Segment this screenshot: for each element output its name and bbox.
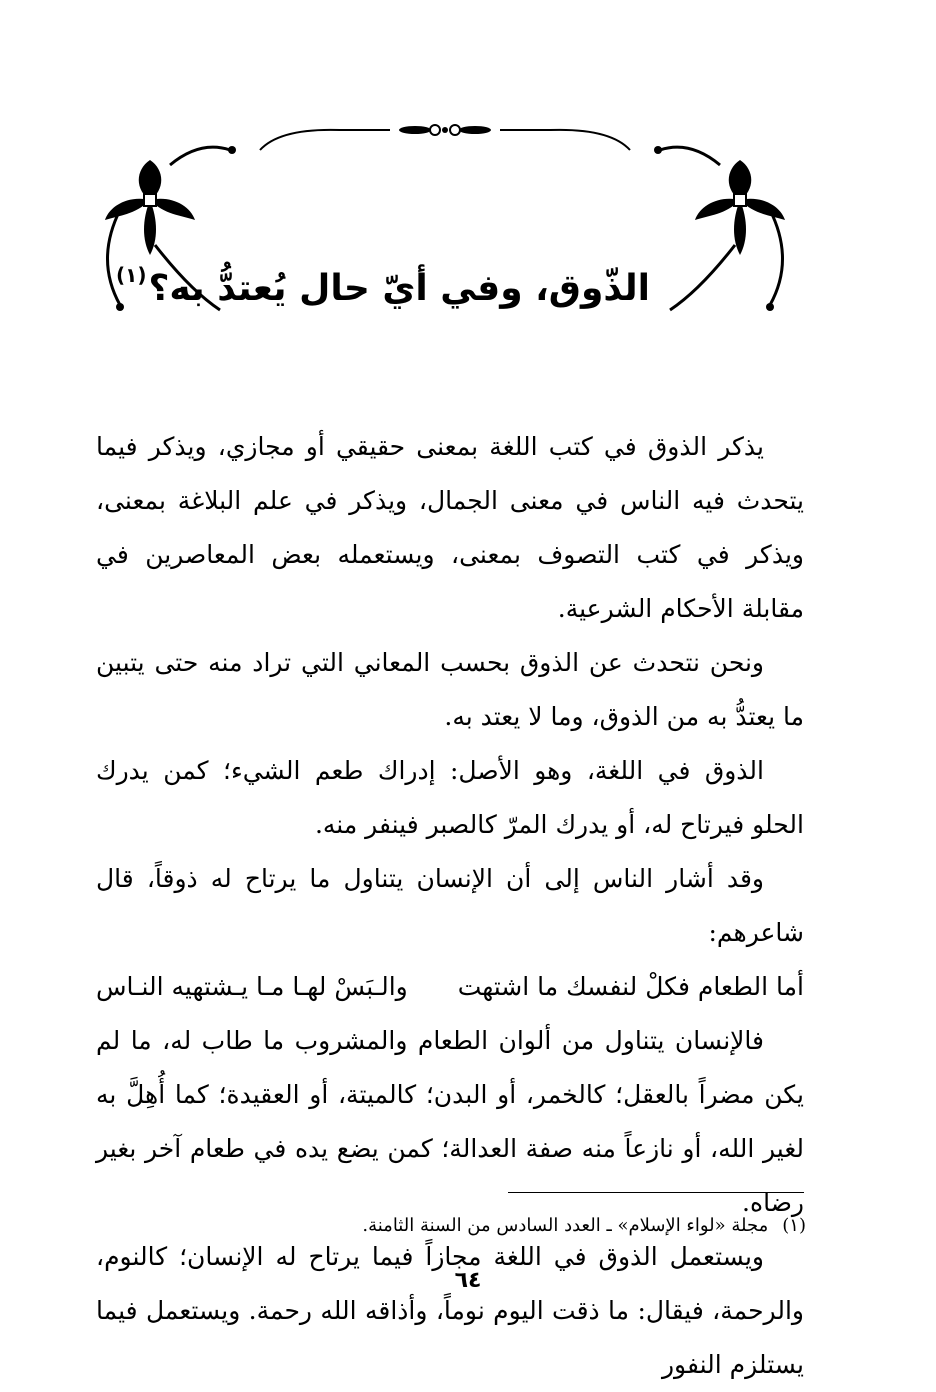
footnote-text: مجلة «لواء الإسلام» ـ العدد السادس من السنة الثامنة. bbox=[362, 1215, 769, 1236]
footnote bbox=[362, 1208, 806, 1244]
paragraph: وقد أشار الناس إلى أن الإنسان يتناول ما يرتاح له ذوقاً، قال شاعرهم: bbox=[96, 864, 804, 947]
page-title bbox=[115, 245, 650, 309]
verse-second-hemistich: والـبَسْ لهـا مـا يـشتهيه النـاس bbox=[96, 972, 408, 1001]
paragraph: يذكر الذوق في كتب اللغة بمعنى حقيقي أو مجازي، ويذكر فيما يتحدث فيه الناس في معنى الجمال، ويذكر في علم البلاغة بمعنى، ويذكر في كتب التصوف بمعنى، ويستعمله بعض المعاصرين في مقابلة الأحكام الشرعية. bbox=[96, 432, 804, 623]
footnote-number: (١) bbox=[782, 1215, 806, 1236]
paragraph: فالإنسان يتناول من ألوان الطعام والمشروب ما طاب له، ما لم يكن مضراً بالعقل؛ كالخمر، أو البدن؛ كالميتة، أو العقيدة؛ كما أُهِلَّ به لغير الله، أو نازعاً منه صفة العدالة؛ كمن يضع يده في طعام آخر بغير رضاه. bbox=[96, 1026, 804, 1217]
title-footnote-mark: (١) bbox=[115, 263, 147, 287]
paragraph: الذوق في اللغة، وهو الأصل: إدراك طعم الشيء؛ كمن يدرك الحلو فيرتاح له، أو يدرك المرّ كالصبر فينفر منه. bbox=[96, 756, 804, 839]
body-text bbox=[96, 420, 804, 1392]
title-text: الذّوق، وفي أيّ حال يُعتدُّ به؟ bbox=[148, 268, 650, 309]
paragraph: ونحن نتحدث عن الذوق بحسب المعاني التي تراد منه حتى يتبين ما يعتدُّ به من الذوق، وما لا يعتد به. bbox=[96, 648, 804, 731]
poetry-verse bbox=[96, 960, 804, 1014]
verse-first-hemistich: أما الطعام فكلْ لنفسك ما اشتهت bbox=[457, 972, 804, 1001]
footnote-divider bbox=[508, 1192, 804, 1193]
paragraph: ويستعمل الذوق في اللغة مجازاً فيما يرتاح له الإنسان؛ كالنوم، والرحمة، فيقال: ما ذقت اليوم نوماً، وأذاقه الله رحمة. ويستعمل فيما يستلزم النفور bbox=[96, 1242, 804, 1379]
page-number: ٦٤ bbox=[454, 1268, 482, 1293]
